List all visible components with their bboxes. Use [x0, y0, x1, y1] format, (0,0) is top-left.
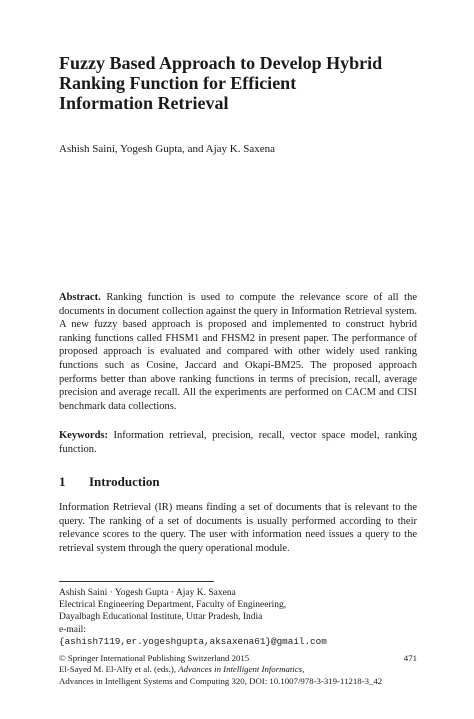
copyright-text: © Springer International Publishing Switzerland 2015	[59, 653, 250, 663]
page-number: 471	[403, 653, 417, 663]
section-title: Introduction	[89, 474, 160, 489]
keywords	[59, 429, 417, 456]
author-footnote	[59, 587, 417, 648]
series-line: Advances in Intelligent Systems and Computing 320, DOI: 10.1007/978-3-319-11218-3_42	[59, 675, 383, 686]
footnote-email-line	[59, 624, 417, 648]
email-address[interactable]: {ashish7119,er.yogeshgupta,aksaxena61}@gmail.com	[59, 635, 327, 647]
paper-title	[59, 53, 417, 113]
footnote-affiliation-2: Dayalbagh Educational Institute, Uttar Pradesh, India	[59, 612, 263, 623]
footnote-rule	[59, 581, 214, 582]
title-line-1: Fuzzy Based Approach to Develop Hybrid	[59, 53, 383, 73]
book-title: Advances in Intelligent Informatics,	[178, 664, 305, 675]
abstract	[59, 291, 417, 413]
email-label: e-mail:	[59, 624, 86, 635]
title-line-3: Information Retrieval	[59, 93, 229, 113]
footnote-names: Ashish Saini · Yogesh Gupta · Ajay K. Saxena	[59, 588, 236, 598]
footnote-affiliation-1: Electrical Engineering Department, Faculty of Engineering,	[59, 600, 287, 611]
keywords-text: Information retrieval, precision, recall, vector space model, ranking function.	[59, 430, 417, 455]
intro-paragraph: Information Retrieval (IR) means finding a set of documents that is relevant to the query. The ranking of a set of documents is usually performed according to their relevance scores to the query. The user with information need issues a query to the retrieval system through the query operational module.	[59, 502, 417, 554]
publication-info	[59, 653, 417, 687]
abstract-text: Ranking function is used to compute the relevance score of all the documents in document collection against the query in Information Retrieval system. A new fuzzy based approach is proposed and implemented to construct hybrid ranking functions called FHSM1 and FHSM2 in present paper. The performance of proposed approach is evaluated and compared with other widely used ranking functions such as Cosine, Jaccard and Okapi-BM25. The proposed approach performs better than above ranking functions in terms of precision, recall, average precision and average recall. All the experiments are performed on CACM and CISI benchmark data collections.	[59, 292, 417, 412]
editors-prefix: El-Sayed M. El-Alfy et al. (eds.),	[59, 664, 177, 675]
copyright-line	[59, 653, 417, 664]
abstract-label: Abstract.	[59, 292, 101, 303]
title-line-2: Ranking Function for Efficient	[59, 73, 297, 93]
section-number: 1	[59, 474, 66, 489]
keywords-label: Keywords:	[59, 430, 108, 441]
section-heading	[59, 474, 160, 489]
author-list: Ashish Saini, Yogesh Gupta, and Ajay K. Saxena	[59, 143, 276, 155]
editors-line	[59, 664, 417, 675]
paper-page	[59, 0, 417, 719]
